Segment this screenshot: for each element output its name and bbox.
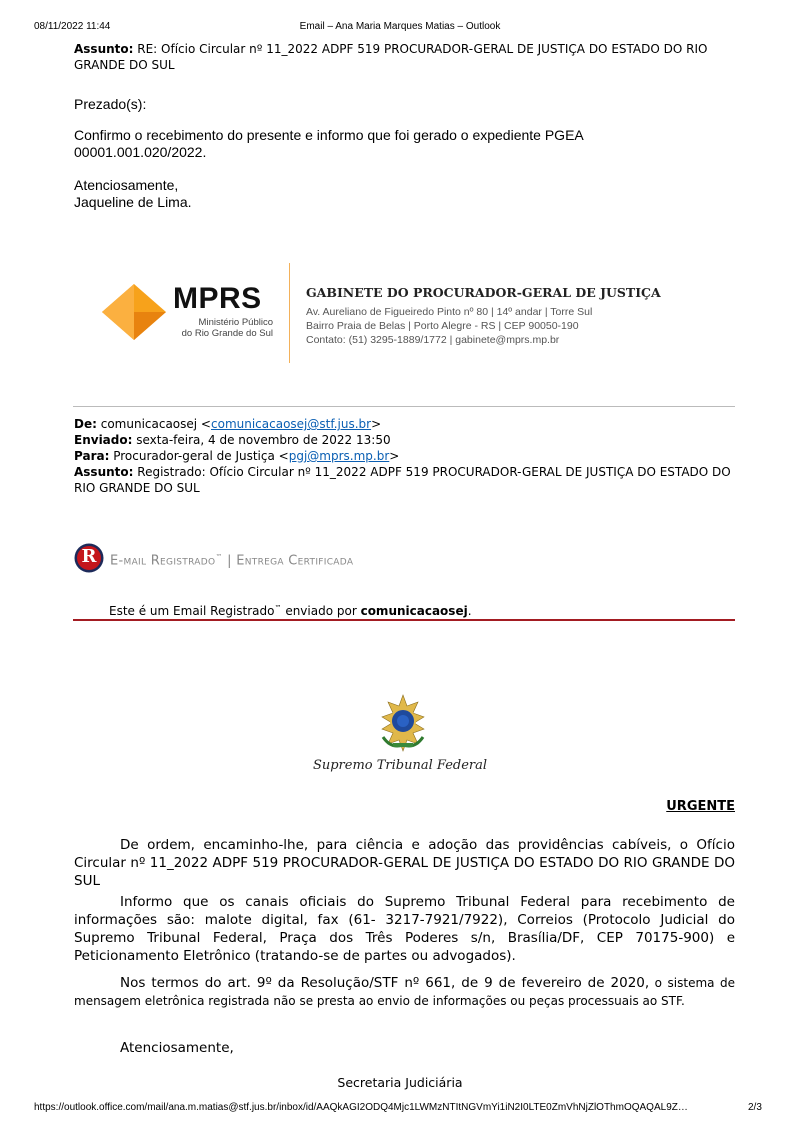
from-name: comunicacaosej <: [100, 417, 211, 431]
urgent-text: URGENTE: [666, 799, 735, 814]
to-close: >: [389, 449, 400, 463]
registered-note-end: .: [467, 604, 472, 618]
registered-rule: [73, 619, 735, 621]
registered-note-pre: Este é um Email Registrado: [109, 604, 275, 618]
mprs-logo-sub2: do Rio Grande do Sul: [181, 328, 273, 339]
signature-divider: [289, 263, 290, 363]
mprs-logo-sub1: Ministério Público: [198, 317, 273, 328]
print-datetime: 08/11/2022 11:44: [34, 21, 111, 32]
stf-paragraph-3: [74, 974, 735, 1010]
org-address-line1: Av. Aureliano de Figueiredo Pinto nº 80 | 14º andar | Torre Sul: [306, 306, 593, 318]
mprs-logo-text: MPRS: [173, 282, 262, 315]
subject-text-cont: RIO GRANDE DO SUL: [74, 481, 200, 495]
reply-subject-label: Assunto:: [74, 42, 134, 56]
reply-signer: Jaqueline de Lima.: [74, 194, 192, 210]
subject-text: Registrado: Ofício Circular nº 11_2022 ADPF 519 PROCURADOR-GERAL DE JUSTIÇA DO ESTADO DO: [137, 465, 731, 479]
subject-row: [74, 464, 744, 496]
stf-paragraph-3-small: o sistema de mensagem eletrônica registrada não se presta ao envio de informações ou peças processuais ao STF.: [74, 976, 735, 1008]
registered-banner-a: E-mail Registrado: [110, 553, 216, 569]
registered-note-sender: comunicacaosej: [360, 604, 468, 618]
to-email-link[interactable]: pgj@mprs.mp.br: [288, 449, 390, 463]
registered-note-mid: enviado por: [281, 604, 361, 618]
to-label: Para:: [74, 449, 110, 463]
seal-caption: Supremo Tribunal Federal: [312, 758, 488, 773]
registered-banner-b: Entrega Certificada: [236, 553, 354, 569]
brazil-coat-of-arms-icon: [373, 693, 433, 753]
mprs-logo-sub: [173, 317, 273, 339]
org-contact: Contato: (51) 3295-1889/1772 | gabinete@mprs.mp.br: [306, 334, 560, 346]
reply-subject: [74, 41, 744, 73]
urgent-label: [600, 799, 735, 815]
reply-body-line1: Confirmo o recebimento do presente e informo que foi gerado o expediente PGEA: [74, 127, 584, 143]
reply-body: [74, 127, 744, 161]
from-label: De:: [74, 417, 97, 431]
registered-banner: [110, 553, 353, 568]
to-name: Procurador-geral de Justiça <: [113, 449, 289, 463]
registered-banner-sep: |: [222, 553, 237, 569]
reply-greeting: Prezado(s):: [74, 96, 147, 112]
from-email-link[interactable]: comunicacaosej@stf.jus.br: [211, 417, 372, 431]
forward-separator: [73, 406, 735, 407]
reply-subject-text: RE: Ofício Circular nº 11_2022 ADPF 519 PROCURADOR-GERAL DE JUSTIÇA DO ESTADO DO RIO: [137, 42, 708, 56]
subject-label: Assunto:: [74, 465, 134, 479]
to-row: [74, 448, 744, 464]
sent-label: Enviado:: [74, 433, 133, 447]
print-page-number: 2/3: [748, 1102, 762, 1113]
sent-value: sexta-feira, 4 de novembro de 2022 13:50: [136, 433, 391, 447]
registered-badge-letter: R: [81, 546, 97, 567]
print-title: Email – Ana Maria Marques Matias – Outlook: [299, 21, 501, 32]
org-title: GABINETE DO PROCURADOR-GERAL DE JUSTIÇA: [306, 285, 661, 300]
registered-note-tm: ™: [274, 604, 282, 612]
print-url: https://outlook.office.com/mail/ana.m.matias@stf.jus.br/inbox/id/AAQkAGI2ODQ4Mjc1LWMzNTItNGVmYi1iN2I0LTE0ZmVhNjZlOThmOQAQAL9Z…: [34, 1102, 688, 1113]
stf-paragraph-2: Informo que os canais oficiais do Supremo Tribunal Federal para recebimento de informações são: malote digital, fax (61- 3217-7921/7922), Correios (Protocolo Judicial do Supremo Tribunal Federal, Praça dos Três Poderes s/n, Brasília/DF, CEP 70175-900) e Peticionamento Eletrônico (tratando-se de partes ou advogados).: [74, 894, 735, 964]
stf-paragraph-1: De ordem, encaminho-lhe, para ciência e adoção das providências cabíveis, o Ofício Circular nº 11_2022 ADPF 519 PROCURADOR-GERAL DE JUSTIÇA DO ESTADO DO RIO GRANDE DO SUL: [74, 837, 735, 889]
registered-badge-icon: [74, 543, 104, 573]
reply-body-line2: 00001.001.020/2022.: [74, 144, 207, 160]
reply-subject-text-cont: GRANDE DO SUL: [74, 58, 175, 72]
from-row: [74, 416, 744, 432]
sent-row: [74, 432, 744, 448]
registered-note: [109, 600, 472, 619]
stf-closing: Atenciosamente,: [120, 1040, 234, 1056]
mprs-logo-icon: [100, 282, 170, 342]
stf-paragraph-3-main: Nos termos do art. 9º da Resolução/STF nº 661, de 9 de fevereiro de 2020,: [120, 975, 650, 991]
forwarded-header: [74, 416, 744, 496]
from-close: >: [371, 417, 382, 431]
registered-banner-tm: ™: [215, 553, 223, 561]
stf-department: Secretaria Judiciária: [337, 1075, 463, 1090]
reply-closing: Atenciosamente,: [74, 177, 179, 193]
org-address-line2: Bairro Praia de Belas | Porto Alegre - RS | CEP 90050-190: [306, 320, 579, 332]
org-address: [306, 305, 592, 347]
